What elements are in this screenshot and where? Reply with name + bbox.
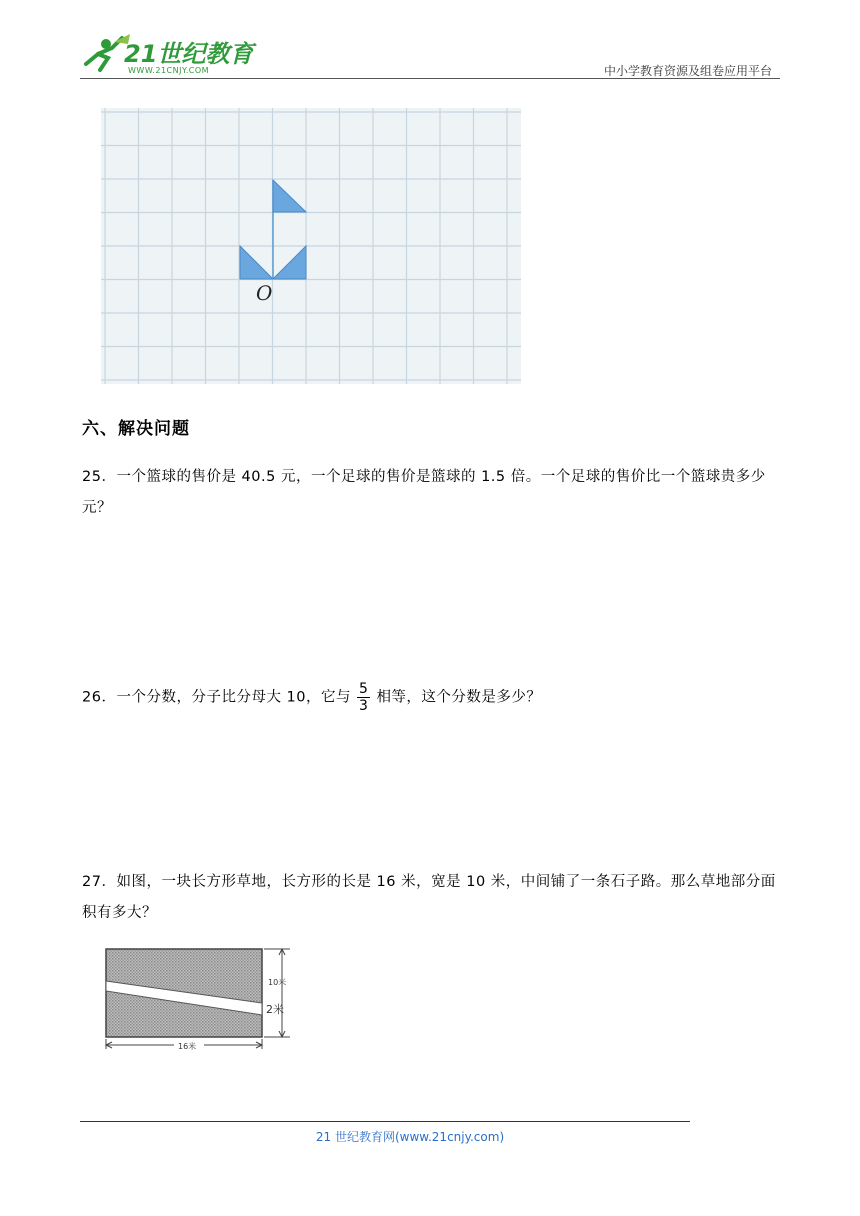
question-text: 如图，一块长方形草地，长方形的长是 16 米，宽是 10 米，中间铺了一条石子路。那么草地部分面积有多大？	[82, 874, 776, 921]
origin-label: O	[256, 281, 273, 305]
site-logo	[78, 30, 258, 78]
question-number: 25．	[82, 469, 117, 485]
question-number: 26．	[82, 689, 117, 706]
question-27	[82, 867, 782, 929]
width-dimension	[264, 949, 290, 1037]
question-26	[82, 681, 782, 714]
width-label: 10米	[268, 978, 287, 987]
question-number: 27．	[82, 874, 117, 890]
question-text-before: 一个分数，分子比分母大 10，它与	[116, 689, 352, 706]
question-text-after: 相等，这个分数是多少？	[376, 689, 542, 706]
lawn-rectangle	[106, 949, 262, 1037]
logo-text: 21世纪教育	[124, 40, 254, 68]
lawn-figure	[100, 943, 310, 1057]
fraction	[357, 681, 370, 714]
fraction-denominator: 3	[359, 698, 369, 714]
grid-figure	[101, 108, 521, 388]
platform-text: 中小学教育资源及组卷应用平台	[603, 64, 772, 78]
question-text: 一个篮球的售价是 40.5 元，一个足球的售价是篮球的 1.5 倍。一个足球的售价比一个篮球贵多少元？	[82, 469, 766, 516]
section-title: 六、解决问题	[82, 419, 190, 439]
length-label: 16米	[178, 1042, 197, 1051]
logo-url: WWW.21CNJY.COM	[128, 66, 210, 75]
fraction-numerator: 5	[359, 681, 369, 697]
path-label: 2米	[266, 1003, 284, 1016]
footer-text[interactable]: 21 世纪教育网(www.21cnjy.com)	[315, 1130, 505, 1144]
footer-divider	[80, 1121, 690, 1122]
question-25	[82, 462, 782, 524]
header-divider	[80, 78, 780, 79]
